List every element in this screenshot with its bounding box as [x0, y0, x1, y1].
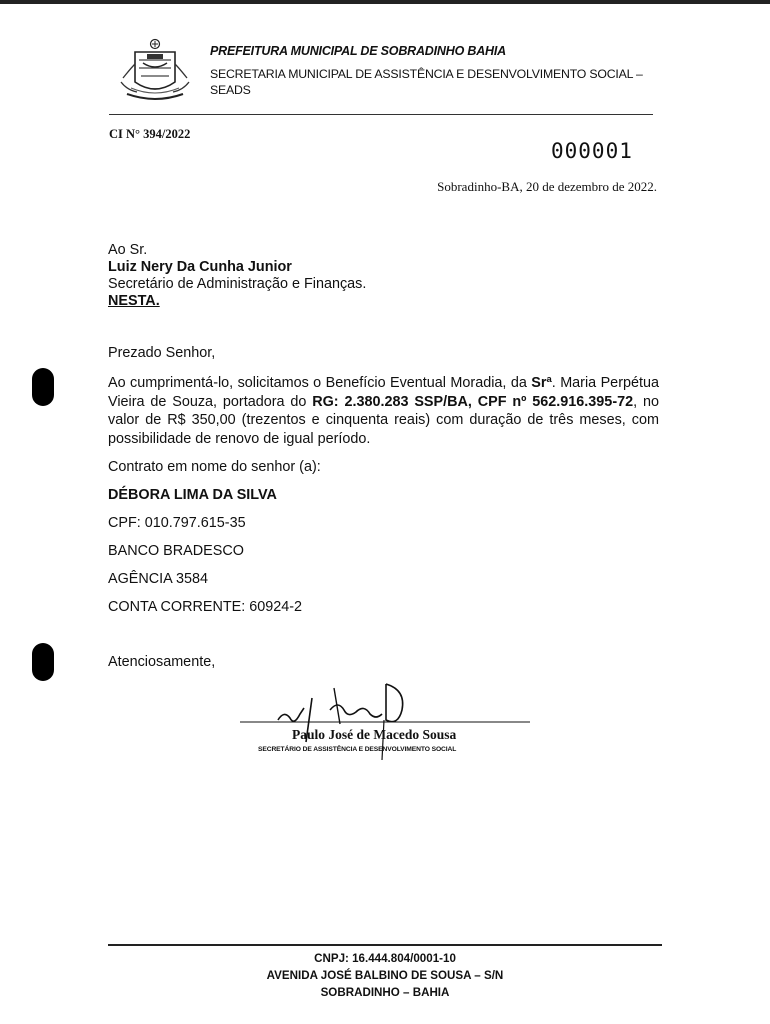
recipient-salutation: Ao Sr. — [108, 242, 148, 258]
letterhead-subtitle-line2: SEADS — [210, 83, 251, 97]
footer-cnpj: CNPJ: 16.444.804/0001-10 — [314, 952, 456, 965]
letterhead-subtitle — [210, 66, 650, 98]
footer-city: SOBRADINHO – BAHIA — [320, 986, 450, 999]
footer-address: AVENIDA JOSÉ BALBINO DE SOUSA – S/N — [266, 969, 504, 982]
dateline: Sobradinho-BA, 20 de dezembro de 2022. — [437, 179, 657, 194]
contract-bank: BANCO BRADESCO — [108, 543, 244, 559]
municipal-crest-icon — [117, 38, 193, 104]
contract-account: CONTA CORRENTE: 60924-2 — [108, 599, 303, 615]
letterhead-title: PREFEITURA MUNICIPAL DE SOBRADINHO BAHIA — [210, 44, 506, 58]
recipient-role: Secretário de Administração e Finanças. — [108, 276, 367, 292]
top-border — [0, 0, 770, 4]
footer — [108, 950, 662, 1001]
punch-hole-top — [32, 368, 54, 406]
letterhead-subtitle-line1: SECRETARIA MUNICIPAL DE ASSISTÊNCIA E DESENVOLVIMENTO SOCIAL – — [210, 67, 643, 81]
contract-cpf: CPF: 010.797.615-35 — [108, 515, 246, 531]
letterhead — [210, 44, 650, 98]
ci-number: CI N° 394/2022 — [109, 127, 191, 141]
recipient-local: NESTA. — [108, 293, 160, 309]
recipient-name: Luiz Nery Da Cunha Junior — [108, 259, 292, 275]
para-sr: Srª — [531, 375, 552, 391]
contract-intro: Contrato em nome do senhor (a): — [108, 459, 321, 475]
signatory-role: SECRETÁRIO DE ASSISTÊNCIA E DESENVOLVIMENTO SOCIAL — [258, 746, 457, 753]
request-paragraph — [108, 374, 659, 448]
header-divider — [109, 114, 653, 115]
para-text-b: . Maria Perpétua Vieira de Souza, portadora do — [108, 375, 659, 410]
greeting: Prezado Senhor, — [108, 345, 216, 361]
signatory-name: Paulo José de Macedo Sousa — [292, 727, 457, 742]
contract-agency: AGÊNCIA 3584 — [108, 571, 208, 587]
punch-hole-bottom — [32, 643, 54, 681]
para-text-c: , no valor de R$ 350,00 (trezentos e cinquenta reais) com duração de três meses, com possibilidade de renovo de igual período. — [108, 393, 659, 447]
footer-divider — [108, 944, 662, 946]
contract-name: DÉBORA LIMA DA SILVA — [108, 487, 277, 503]
document-number: 000001 — [551, 139, 633, 163]
para-text-a: Ao cumprimentá-lo, solicitamos o Benefício Eventual Moradia, da — [108, 375, 532, 391]
para-rg-cpf: RG: 2.380.283 SSP/BA, CPF nº 562.916.395-72 — [312, 393, 634, 410]
closing: Atenciosamente, — [108, 654, 216, 670]
